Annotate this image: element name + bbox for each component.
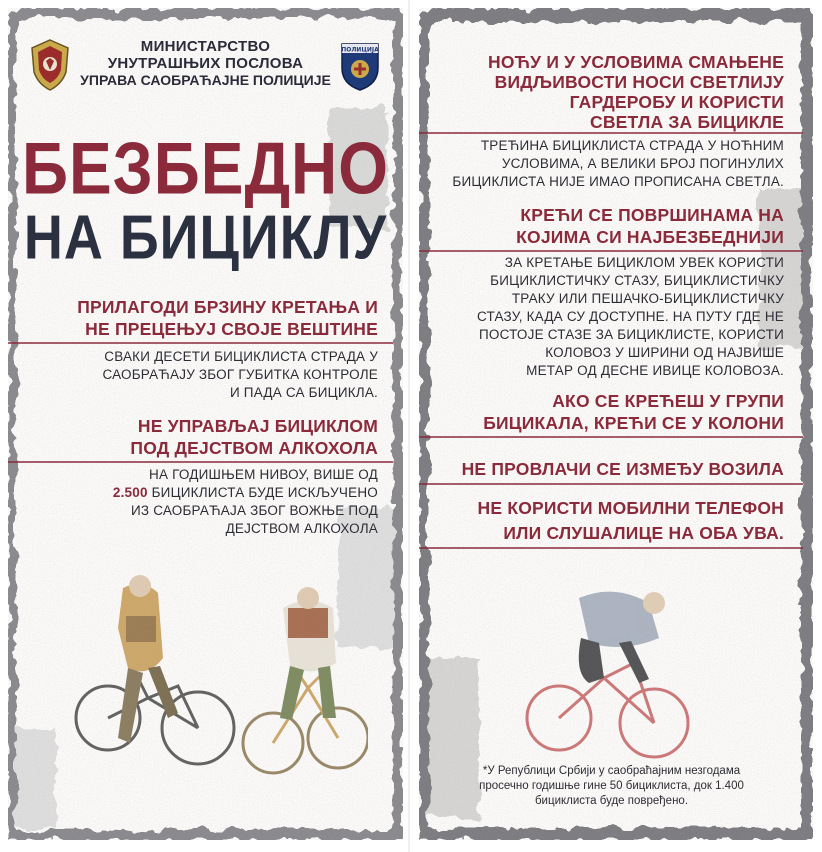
- left-s2-body: [38, 466, 378, 538]
- heading-line: ПРИЛАГОДИ БРЗИНУ КРЕТАЊА И: [77, 297, 378, 317]
- footnote-line: бициклиста буде повређено.: [534, 795, 689, 807]
- body-line: КОЛОВОЗ У ШИРИНИ ОД НАЈВИШЕ: [545, 345, 784, 360]
- right-s2-heading: [439, 204, 784, 248]
- heading-line: НЕ КОРИСТИ МОБИЛНИ ТЕЛЕФОН: [477, 498, 784, 518]
- heading-line: АКО СЕ КРЕЋЕШ У ГРУПИ: [552, 391, 784, 411]
- right-s1-heading: [439, 52, 784, 132]
- body-text: БИЦИКЛИСТА БУДЕ ИСКЉУЧЕНО: [147, 485, 378, 500]
- heading-line: БИЦИКАЛА, КРЕЋИ СЕ У КОЛОНИ: [483, 413, 784, 433]
- left-s2-heading: [38, 415, 378, 459]
- body-line: НА ГОДИШЊЕМ НИВОУ, ВИШЕ ОД: [149, 467, 378, 482]
- heading-line: КРЕЋИ СЕ ПОВРШИНАМА НА: [520, 205, 784, 225]
- heading-line: НЕ УПРАВЉАЈ БИЦИКЛОМ: [137, 416, 378, 436]
- divider: [8, 461, 393, 463]
- left-s1-heading: [38, 296, 378, 340]
- cyclist-illustration: [519, 583, 699, 763]
- body-line: МЕТАР ОД ДЕСНЕ ИВИЦЕ КОЛОВОЗА.: [526, 363, 784, 378]
- divider: [419, 547, 803, 549]
- body-line: БИЦИКЛИСТА НИЈЕ ИМАО ПРОПИСАНА СВЕТЛА.: [452, 174, 784, 189]
- police-badge-icon: [338, 38, 382, 92]
- heading-line: ГАРДЕРОБУ И КОРИСТИ: [569, 92, 784, 112]
- heading-line: ВИДЉИВОСТИ НОСИ СВЕТЛИЈУ: [494, 72, 784, 92]
- divider: [419, 436, 803, 438]
- right-s5-heading: [439, 496, 784, 546]
- body-line: ТРЕЋИНА БИЦИКЛИСТА СТРАДА У НОЋНИМ: [480, 138, 784, 153]
- right-s3-heading: [439, 390, 784, 434]
- right-s1-body: [439, 137, 784, 191]
- cyclists-illustration: [68, 568, 368, 793]
- divider: [419, 250, 803, 252]
- body-line: ТРАКУ ИЛИ ПЕШАЧКО-БИЦИКЛИСТИЧКУ: [511, 291, 784, 306]
- body-line: ЗА КРЕТАЊЕ БИЦИКЛОМ УВЕК КОРИСТИ: [504, 255, 784, 270]
- body-line: СТАЗУ, КАДА СУ ДОСТУПНЕ. НА ПУТУ ГДЕ НЕ: [476, 309, 784, 324]
- body-line: [38, 484, 378, 502]
- right-s4-heading: НЕ ПРОВЛАЧИ СЕ ИЗМЕЂУ ВОЗИЛА: [461, 459, 784, 479]
- footnote-line: *У Републици Србији у саобраћајним незгодама: [482, 765, 741, 777]
- body-line: ДЕЈСТВОМ АЛКОХОЛА: [225, 521, 378, 536]
- heading-line: НЕ ПРЕЦЕЊУЈ СВОЈЕ ВЕШТИНЕ: [85, 319, 378, 339]
- heading-line: КОЈИМА СИ НАЈБЕЗБЕДНИЈИ: [516, 227, 784, 247]
- ministry-line3: УПРАВА САОБРАЋАЈНЕ ПОЛИЦИЈЕ: [80, 72, 331, 88]
- heading-line: НОЋУ И У УСЛОВИМА СМАЊЕНЕ: [488, 52, 784, 72]
- stat-highlight: 2.500: [112, 485, 148, 500]
- divider: [419, 132, 803, 134]
- heading-line: СВЕТЛА ЗА БИЦИКЛЕ: [590, 112, 784, 132]
- divider: [419, 483, 803, 485]
- body-line: ИЗ САОБРАЋАЈА ЗБОГ ВОЖЊЕ ПОД: [131, 503, 378, 518]
- fold-line: [408, 0, 410, 852]
- left-panel: [8, 8, 403, 840]
- heading-line: ПОД ДЕЈСТВОМ АЛКОХОЛА: [130, 438, 378, 458]
- body-line: УСЛОВИМА, А ВЕЛИКИ БРОЈ ПОГИНУЛИХ: [501, 156, 784, 171]
- ministry-line1: МИНИСТАРСТВО: [140, 38, 271, 55]
- title-line2: НА БИЦИКЛУ: [23, 203, 388, 273]
- divider: [8, 342, 393, 344]
- title-line1: БЕЗБЕДНО: [21, 126, 390, 210]
- footnote: [454, 764, 769, 809]
- left-s1-body: [38, 348, 378, 402]
- body-line: ПОСТОЈЕ СТАЗЕ ЗА БИЦИКЛИСТЕ, КОРИСТИ: [478, 327, 784, 342]
- police-badge-text: ПОЛИЦИЈА: [341, 46, 379, 54]
- body-line: БИЦИКЛИСТИЧКУ СТАЗУ, БИЦИКЛИСТИЧКУ: [490, 273, 784, 288]
- right-panel: [419, 8, 813, 840]
- ministry-line2: УНУТРАШЊИХ ПОСЛОВА: [107, 55, 304, 72]
- right-s2-body: [439, 254, 784, 380]
- body-line: САОБРАЋАЈУ ЗБОГ ГУБИТКА КОНТРОЛЕ: [102, 367, 378, 382]
- body-line: И ПАДА СА БИЦИКЛА.: [229, 385, 378, 400]
- footnote-line: просечно годишње гине 50 бициклиста, док 1.400: [479, 780, 744, 792]
- body-line: СВАКИ ДЕСЕТИ БИЦИКЛИСТА СТРАДА У: [104, 349, 378, 364]
- heading-line: ИЛИ СЛУШАЛИЦЕ НА ОБА УВА.: [503, 523, 784, 543]
